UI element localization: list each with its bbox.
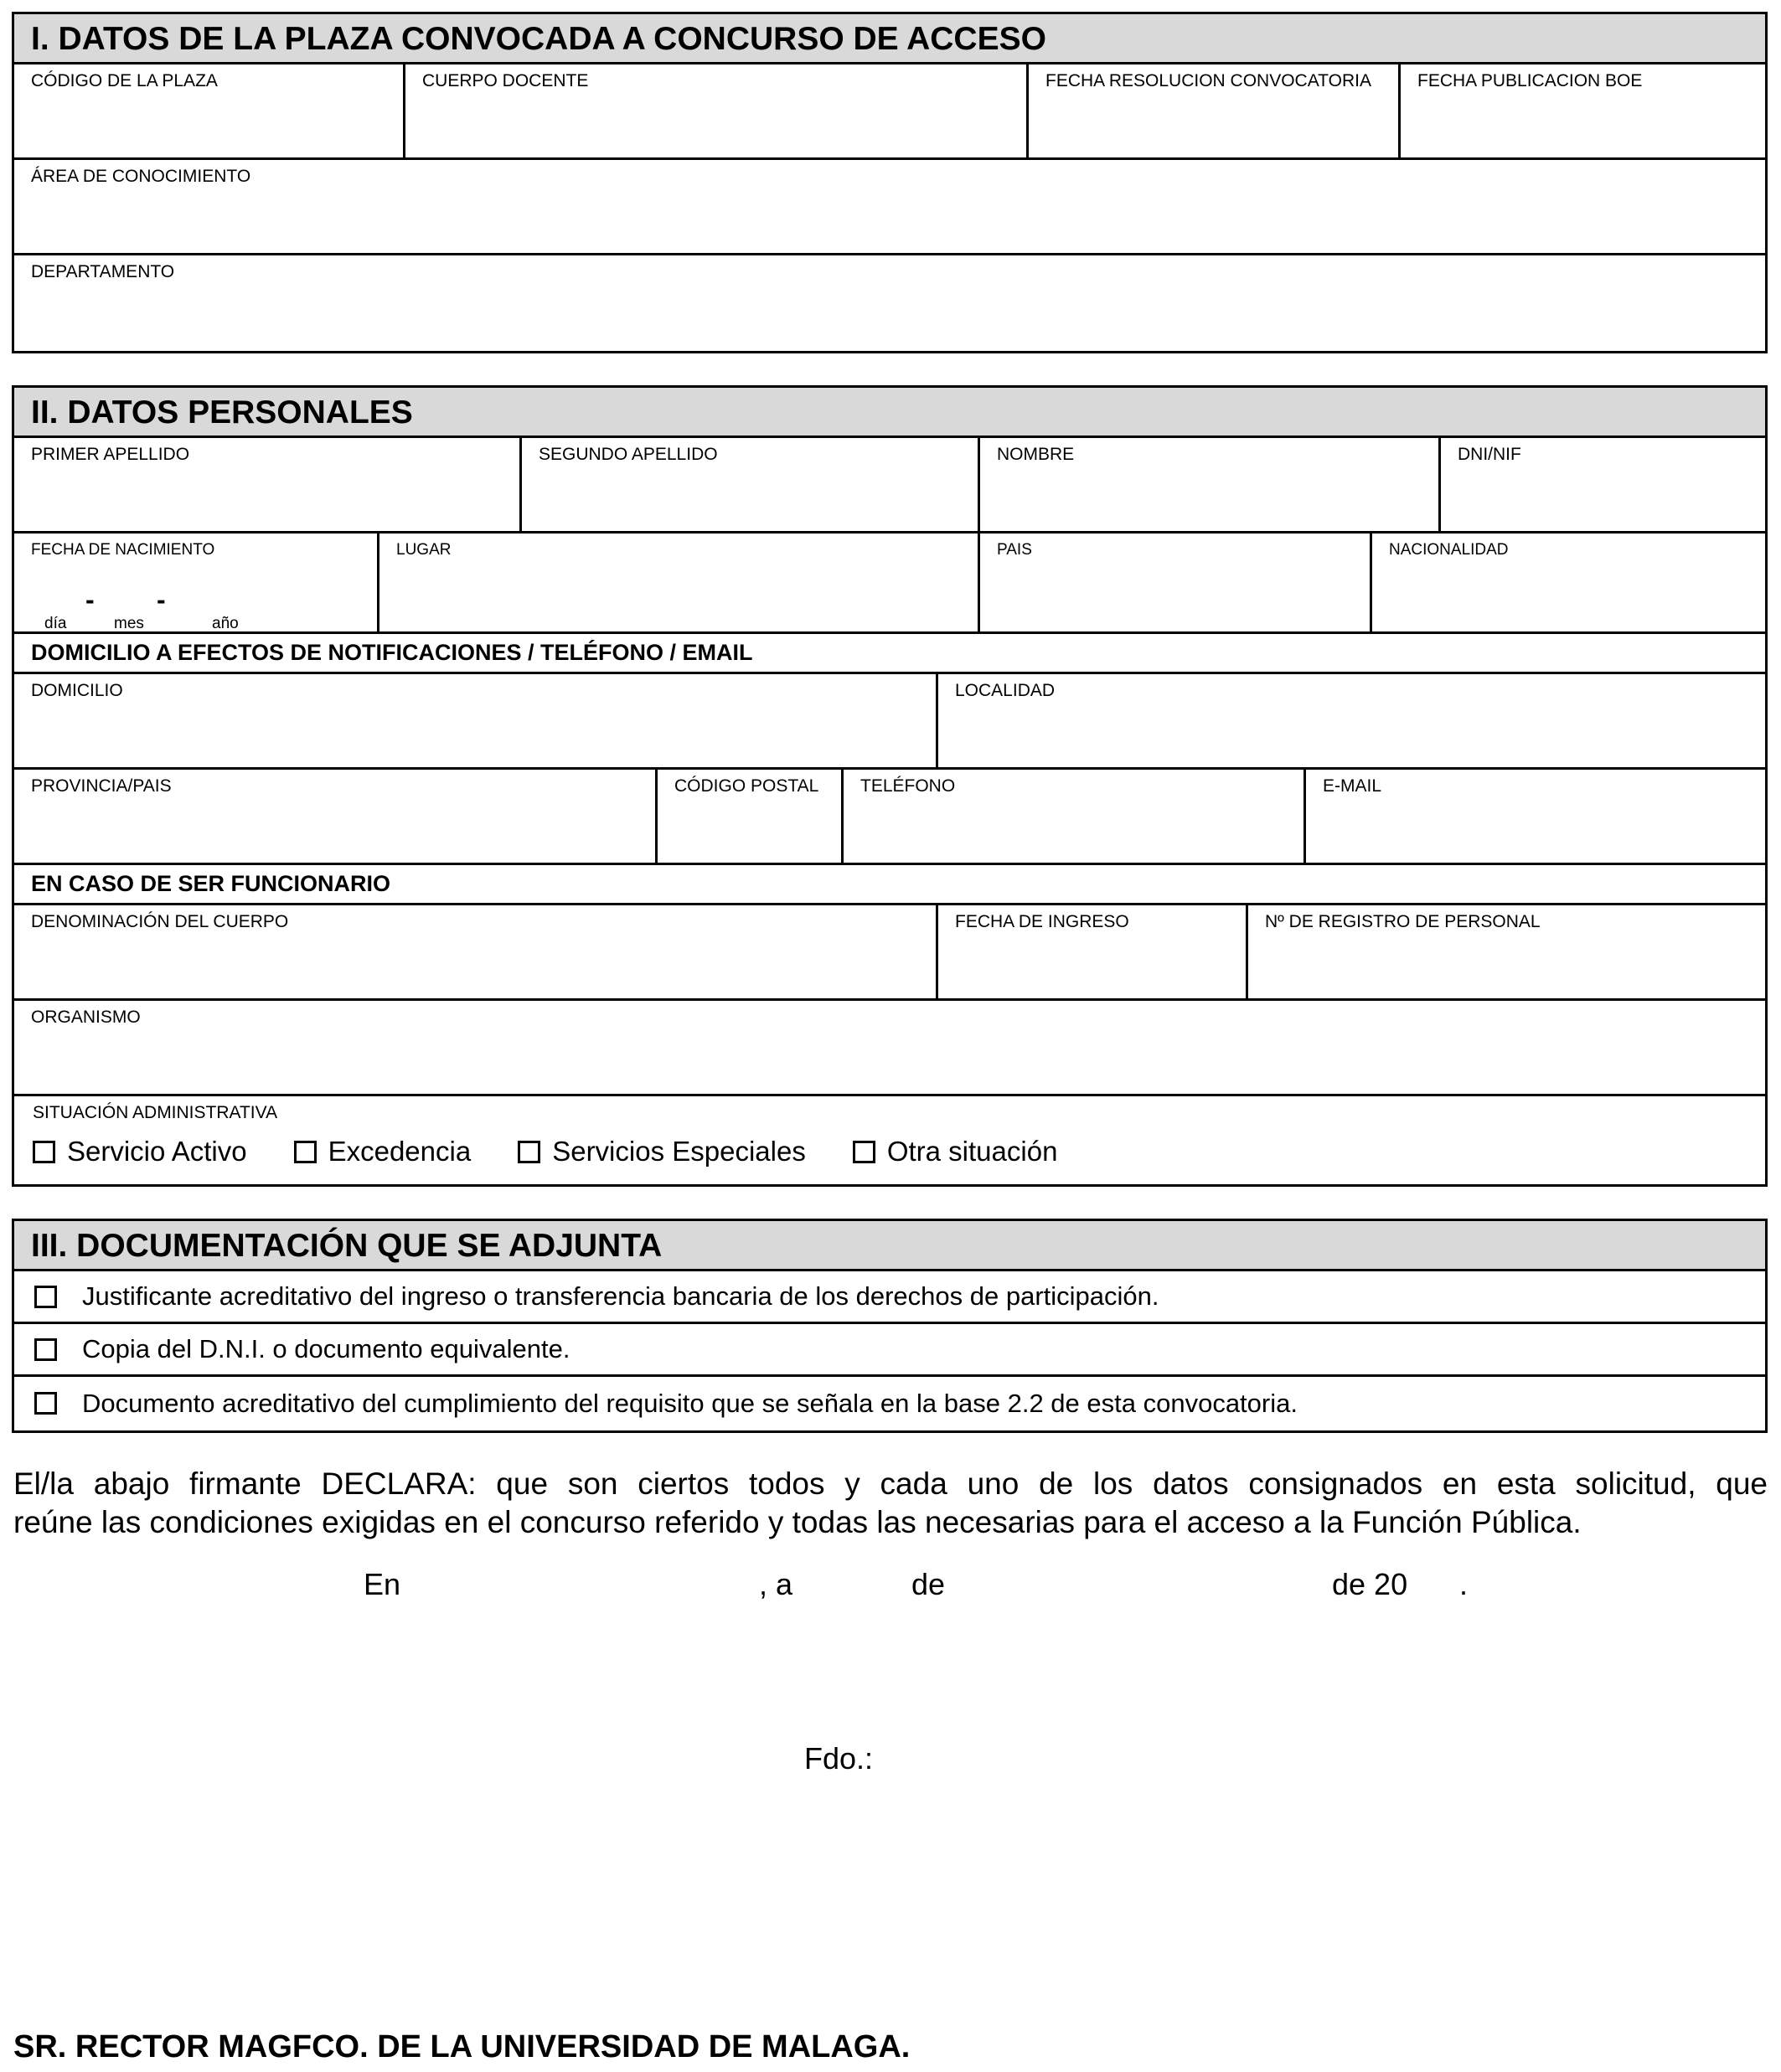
primer-apellido-label: PRIMER APELLIDO: [31, 445, 190, 464]
option-servicio-activo[interactable]: [33, 1136, 247, 1167]
nombre-field[interactable]: [980, 438, 1441, 531]
codigo-postal-label: CÓDIGO POSTAL: [674, 776, 819, 796]
domicilio-label: DOMICILIO: [31, 681, 123, 700]
date-dash-2: -: [157, 585, 166, 615]
provincia-field[interactable]: [14, 770, 658, 863]
excedencia-label: Excedencia: [328, 1136, 472, 1167]
date-year-label: de 20: [1332, 1567, 1408, 1601]
dni-copia-checkbox[interactable]: [34, 1338, 57, 1361]
email-label: E-MAIL: [1323, 776, 1382, 796]
excedencia-checkbox[interactable]: [294, 1141, 317, 1163]
option-servicios-especiales[interactable]: [518, 1136, 806, 1167]
organismo-field[interactable]: [14, 1001, 1765, 1094]
email-field[interactable]: [1306, 770, 1765, 863]
funcionario-subheader: EN CASO DE SER FUNCIONARIO: [31, 871, 391, 896]
codigo-plaza-field[interactable]: [14, 64, 405, 157]
segundo-apellido-label: SEGUNDO APELLIDO: [539, 445, 718, 464]
domicilio-field[interactable]: [14, 674, 938, 767]
codigo-postal-field[interactable]: [658, 770, 844, 863]
section-datos-personales: [12, 385, 1768, 1187]
nacionalidad-field[interactable]: [1372, 533, 1765, 631]
nombre-label: NOMBRE: [997, 445, 1075, 464]
doc-item-requisito[interactable]: [14, 1377, 1765, 1430]
situacion-administrativa-label: SITUACIÓN ADMINISTRATIVA: [33, 1103, 278, 1122]
localidad-field[interactable]: [938, 674, 1765, 767]
section-documentacion: [12, 1219, 1768, 1433]
pais-field[interactable]: [980, 533, 1372, 631]
doc-item-dni[interactable]: [14, 1324, 1765, 1377]
servicio-activo-label: Servicio Activo: [67, 1136, 247, 1167]
servicio-activo-checkbox[interactable]: [33, 1141, 55, 1163]
fecha-ingreso-label: FECHA DE INGRESO: [955, 912, 1129, 931]
lugar-field[interactable]: [379, 533, 980, 631]
organismo-label: ORGANISMO: [31, 1008, 141, 1027]
fecha-resolucion-label: FECHA RESOLUCION CONVOCATORIA: [1045, 71, 1371, 90]
section-plaza-title: I. DATOS DE LA PLAZA CONVOCADA A CONCURSO DE ACCESO: [14, 14, 1765, 64]
cuerpo-docente-field[interactable]: [405, 64, 1029, 157]
fecha-publicacion-field[interactable]: [1401, 64, 1765, 157]
requisito-label: Documento acreditativo del cumplimiento del requisito que se señala en la base 2.2 de esta convocatoria.: [82, 1388, 1298, 1418]
registro-personal-field[interactable]: [1248, 905, 1765, 998]
requisito-checkbox[interactable]: [34, 1392, 57, 1415]
otra-situacion-checkbox[interactable]: [853, 1141, 875, 1163]
anio-label: año: [212, 615, 239, 631]
place-a-label: , a: [759, 1567, 793, 1601]
dia-label: día: [44, 615, 67, 631]
dni-label: DNI/NIF: [1458, 445, 1521, 464]
declaration-line-1: El/la abajo firmante DECLARA: que son ciertos todos y cada uno de los datos consignados en esta solicitud, que: [13, 1466, 1768, 1501]
provincia-label: PROVINCIA/PAIS: [31, 776, 172, 796]
codigo-plaza-label: CÓDIGO DE LA PLAZA: [31, 71, 218, 90]
servicios-especiales-label: Servicios Especiales: [552, 1136, 806, 1167]
date-dash-1: -: [85, 585, 95, 615]
dni-field[interactable]: [1441, 438, 1765, 531]
telefono-field[interactable]: [844, 770, 1306, 863]
otra-situacion-label: Otra situación: [886, 1136, 1058, 1167]
primer-apellido-field[interactable]: [14, 438, 522, 531]
place-en-label: En: [364, 1567, 401, 1601]
date-de-label: de: [911, 1567, 946, 1601]
servicios-especiales-checkbox[interactable]: [518, 1141, 540, 1163]
dni-copia-label: Copia del D.N.I. o documento equivalente.: [82, 1334, 570, 1363]
fecha-publicacion-label: FECHA PUBLICACION BOE: [1417, 71, 1643, 90]
option-otra-situacion[interactable]: [853, 1136, 1058, 1167]
section-plaza: [12, 12, 1768, 353]
situacion-administrativa-field: [14, 1096, 1765, 1184]
mes-label: mes: [114, 615, 144, 631]
date-dot: .: [1459, 1567, 1469, 1601]
fecha-resolucion-field[interactable]: [1029, 64, 1401, 157]
signature-fdo-label: Fdo.:: [804, 1741, 874, 1776]
fecha-nacimiento-field[interactable]: [14, 533, 379, 631]
denominacion-cuerpo-label: DENOMINACIÓN DEL CUERPO: [31, 912, 289, 931]
area-conocimiento-label: ÁREA DE CONOCIMIENTO: [31, 167, 251, 186]
section-documentacion-title: III. DOCUMENTACIÓN QUE SE ADJUNTA: [14, 1221, 1765, 1271]
option-excedencia[interactable]: [294, 1136, 472, 1167]
registro-personal-label: Nº DE REGISTRO DE PERSONAL: [1265, 912, 1541, 931]
segundo-apellido-field[interactable]: [522, 438, 980, 531]
justificante-checkbox[interactable]: [34, 1286, 57, 1308]
cuerpo-docente-label: CUERPO DOCENTE: [422, 71, 589, 90]
area-conocimiento-field[interactable]: [14, 160, 1765, 253]
recipient-line: SR. RECTOR MAGFCO. DE LA UNIVERSIDAD DE MALAGA.: [13, 2029, 911, 2064]
justificante-label: Justificante acreditativo del ingreso o transferencia bancaria de los derechos de participación.: [82, 1281, 1159, 1311]
section-datos-personales-title: II. DATOS PERSONALES: [14, 388, 1765, 438]
departamento-label: DEPARTAMENTO: [31, 262, 175, 281]
pais-label: PAIS: [997, 541, 1032, 559]
fecha-ingreso-field[interactable]: [938, 905, 1248, 998]
declaration-line-2: reúne las condiciones exigidas en el concurso referido y todas las necesarias para el acceso a la Función Pública.: [13, 1505, 1582, 1539]
telefono-label: TELÉFONO: [860, 776, 956, 796]
nacionalidad-label: NACIONALIDAD: [1389, 541, 1509, 559]
doc-item-justificante[interactable]: [14, 1271, 1765, 1324]
departamento-field[interactable]: [14, 255, 1765, 351]
denominacion-cuerpo-field[interactable]: [14, 905, 938, 998]
domicilio-subheader: DOMICILIO A EFECTOS DE NOTIFICACIONES / TELÉFONO / EMAIL: [31, 640, 753, 665]
lugar-label: LUGAR: [396, 541, 452, 559]
fecha-nacimiento-label: FECHA DE NACIMIENTO: [31, 541, 215, 559]
localidad-label: LOCALIDAD: [955, 681, 1056, 700]
